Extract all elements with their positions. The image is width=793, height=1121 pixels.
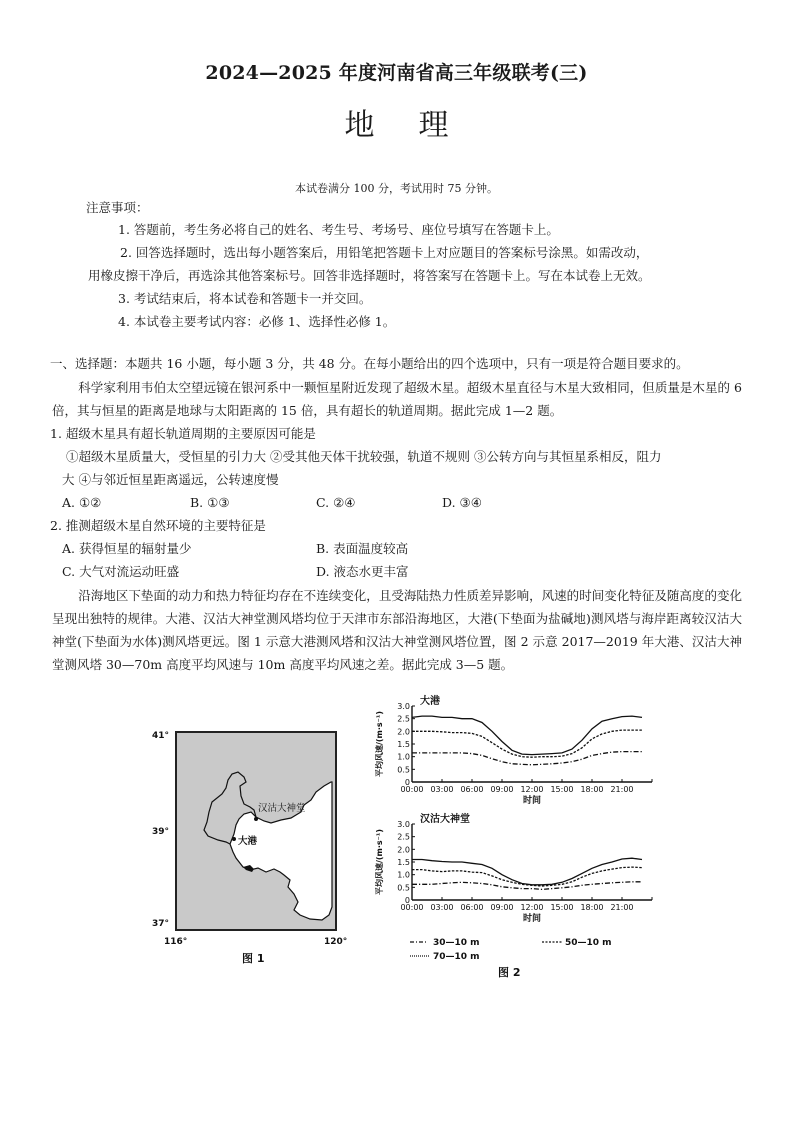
- lat-label-37: 37°: [152, 919, 170, 929]
- y-axis-label: 平均风速/(m·s⁻¹): [375, 710, 384, 778]
- x-tick-label: 21:00: [610, 903, 634, 912]
- y-tick-label: 1.5: [397, 740, 410, 749]
- question-2-stem: 2. 推测超级木星自然环境的主要特征是: [50, 518, 266, 533]
- question-2-option-b[interactable]: B. 表面温度较高: [316, 541, 409, 556]
- x-tick-label: 00:00: [400, 785, 424, 794]
- chart-title: 大港: [420, 696, 440, 707]
- x-axis-label: 时间: [522, 914, 542, 924]
- y-tick-label: 0.5: [397, 765, 410, 775]
- exam-subject: 地理: [344, 108, 493, 143]
- question-1-stem: 1. 超级木星具有超长轨道周期的主要原因可能是: [50, 426, 316, 441]
- x-tick-label: 15:00: [550, 903, 574, 912]
- series-line-70-10m: [412, 716, 642, 755]
- y-tick-label: 0.5: [397, 883, 410, 893]
- lon-label-116: 116°: [164, 937, 188, 947]
- x-tick-label: 09:00: [490, 903, 514, 912]
- figure-2-charts: [372, 692, 662, 982]
- x-tick-label: 09:00: [490, 785, 514, 794]
- place-label-hangu: 汉沽大神堂: [258, 803, 306, 814]
- question-1-option-a[interactable]: A. ①②: [62, 495, 102, 510]
- y-tick-label: 3.0: [397, 820, 410, 829]
- x-tick-label: 06:00: [460, 785, 484, 794]
- question-1-option-d[interactable]: D. ③④: [442, 495, 482, 510]
- x-tick-label: 06:00: [460, 903, 484, 912]
- y-axis-label: 平均风速/(m·s⁻¹): [375, 828, 384, 896]
- question-2-option-d[interactable]: D. 液态水更丰富: [316, 564, 409, 579]
- question-1-statements: ①超级木星质量大，受恒星的引力大 ②受其他天体干扰较强，轨道不规则 ③公转方向与其恒星系相反，阻力: [66, 449, 662, 464]
- notice-item-4: 4. 本试卷主要考试内容：必修 1、选择性必修 1。: [118, 314, 396, 329]
- legend-label-30-10: 30—10 m: [433, 938, 480, 948]
- lat-label-39: 39°: [152, 827, 170, 837]
- notice-item-3: 3. 考试结束后，将本试卷和答题卡一并交回。: [118, 291, 372, 306]
- x-tick-label: 12:00: [520, 785, 544, 794]
- x-tick-label: 15:00: [550, 785, 574, 794]
- y-tick-label: 0: [404, 896, 410, 905]
- x-tick-label: 21:00: [610, 785, 634, 794]
- dagang-marker: [232, 837, 236, 841]
- y-tick-label: 2.5: [397, 714, 410, 724]
- chart-hangu: [374, 812, 652, 924]
- question-2-option-a[interactable]: A. 获得恒星的辐射量少: [62, 541, 192, 556]
- question-1-option-c[interactable]: C. ②④: [316, 495, 356, 510]
- x-tick-label: 18:00: [580, 785, 604, 794]
- series-line-30-10m: [412, 752, 642, 765]
- x-tick-label: 12:00: [520, 903, 544, 912]
- place-label-dagang: 大港: [238, 836, 258, 847]
- notice-heading: 注意事项：: [86, 200, 149, 215]
- chart-dagang: [374, 694, 652, 806]
- question-1-option-b[interactable]: B. ①③: [190, 495, 230, 510]
- question-1-statements-cont: 大 ④与邻近恒星距离遥远，公转速度慢: [62, 472, 279, 487]
- lon-label-120: 120°: [324, 937, 348, 947]
- notice-item-2-cont: 用橡皮擦干净后，再选涂其他答案标号。回答非选择题时，将答案写在答题卡上。写在本试卷上无效。: [88, 268, 651, 283]
- x-tick-label: 18:00: [580, 903, 604, 912]
- question-2-option-c[interactable]: C. 大气对流运动旺盛: [62, 564, 180, 579]
- hangu-marker: [254, 817, 258, 821]
- legend-label-50-10: 50—10 m: [565, 938, 612, 948]
- chart-legend: [410, 938, 612, 962]
- section-heading: 一、选择题：本题共 16 小题，每小题 3 分，共 48 分。在每小题给出的四个选项中，只有一项是符合题目要求的。: [50, 356, 689, 371]
- y-tick-label: 2.0: [397, 727, 410, 737]
- figure-2-caption: 图 2: [498, 966, 521, 979]
- legend-label-70-10: 70—10 m: [433, 952, 480, 962]
- y-tick-label: 1.5: [397, 858, 410, 867]
- notice-item-1: 1. 答题前，考生务必将自己的姓名、考生号、考场号、座位号填写在答题卡上。: [118, 222, 559, 237]
- passage-1: 科学家利用韦伯太空望远镜在银河系中一颗恒星附近发现了超级木星。超级木星直径与木星大致相同，但质量是木星的 6 倍，其与恒星的距离是地球与太阳距离的 15 倍，具有超长的轨道周期。据此完成 1—2 题。: [52, 380, 742, 418]
- y-tick-label: 1.0: [397, 870, 410, 880]
- y-tick-label: 3.0: [397, 702, 410, 711]
- y-tick-label: 1.0: [397, 752, 410, 762]
- chart-title: 汉沽大神堂: [420, 814, 470, 825]
- x-tick-label: 00:00: [400, 903, 424, 912]
- exam-meta: 本试卷满分 100 分，考试用时 75 分钟。: [295, 182, 498, 195]
- figure-1-map: [140, 722, 365, 967]
- passage-2: 沿海地区下垫面的动力和热力特征均存在不连续变化，且受海陆热力性质差异影响，风速的时间变化特征及随高度的变化呈现出独特的规律。大港、汉沽大神堂测风塔均位于天津市东部沿海地区，大港(下垫面为盐碱地)测风塔与海岸距离较汉沽大神堂(下垫面为水体)测风塔更远。图 1 示意大港测风塔和汉沽大神堂测风塔位置，图 2 示意 2017—2019 年大港、汉沽大神堂测风塔 30—70m 高度平均风速与 10m 高度平均风速之差。据此完成 3—5 题。: [52, 588, 742, 672]
- y-tick-label: 2.0: [397, 845, 410, 855]
- lat-label-41: 41°: [152, 731, 170, 741]
- series-line-30-10m: [412, 882, 642, 890]
- x-axis-label: 时间: [522, 796, 542, 806]
- x-tick-label: 03:00: [430, 903, 454, 912]
- exam-title: 2024—2025 年度河南省高三年级联考(三): [205, 62, 588, 84]
- series-line-70-10m: [412, 858, 642, 885]
- notice-item-2: 2. 回答选择题时，选出每小题答案后，用铅笔把答题卡上对应题目的答案标号涂黑。如需改动，: [120, 245, 649, 260]
- figure-1-caption: 图 1: [242, 952, 265, 965]
- y-tick-label: 0: [404, 778, 410, 787]
- y-tick-label: 2.5: [397, 832, 410, 842]
- x-tick-label: 03:00: [430, 785, 454, 794]
